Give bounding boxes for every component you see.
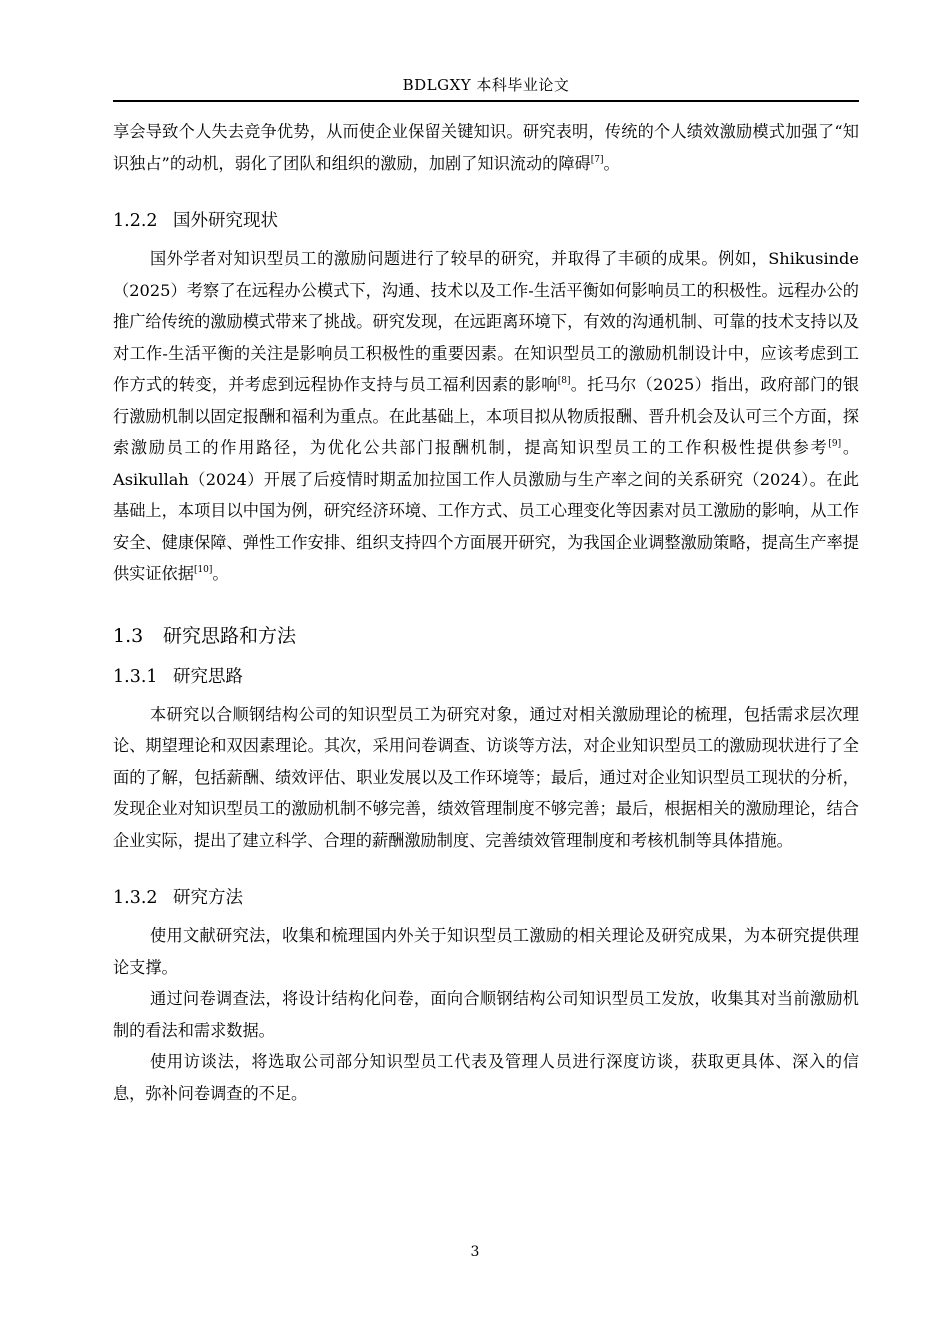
heading-1-3 bbox=[113, 622, 859, 650]
running-header: BDLGXY 本科毕业论文 bbox=[402, 76, 570, 94]
paragraph-end: 。 bbox=[212, 564, 229, 583]
heading-number: 1.3.2 bbox=[113, 888, 158, 908]
paragraph-text: 。托马尔（2025）指出，政府部门的银行激励机制以固定报酬和福利为重点。在此基础上，本项目拟从物质报酬、晋升机会及认可三个方面，探索激励员工的作用路径，为优化公共部门报酬机制，提高知识型员工的工作积极性提供参考 bbox=[113, 375, 860, 457]
header-rule bbox=[113, 100, 859, 102]
paragraph-method-questionnaire: 通过问卷调查法，将设计结构化问卷，面向合顺钢结构公司知识型员工发放，收集其对当前激励机制的看法和需求数据。 bbox=[113, 989, 859, 1040]
heading-1-3-2 bbox=[113, 885, 859, 911]
page-number: 3 bbox=[470, 1244, 480, 1260]
paragraph-method-literature: 使用文献研究法，收集和梳理国内外关于知识型员工激励的相关理论及研究成果，为本研究提供理论支撑。 bbox=[113, 926, 859, 977]
paragraph-intro-continued bbox=[113, 116, 859, 179]
heading-number: 1.2.2 bbox=[113, 211, 158, 231]
paragraph-end: 。 bbox=[603, 153, 620, 173]
paragraph-method-interview: 使用访谈法，将选取公司部分知识型员工代表及管理人员进行深度访谈，获取更具体、深入的信息，弥补问卷调查的不足。 bbox=[113, 1052, 859, 1103]
citation-ref: [7] bbox=[590, 154, 604, 165]
citation-ref: [10] bbox=[193, 565, 213, 575]
heading-1-2-2 bbox=[113, 208, 859, 234]
heading-title: 研究思路 bbox=[173, 666, 243, 687]
page-content bbox=[113, 116, 859, 1109]
heading-title: 研究方法 bbox=[173, 888, 243, 908]
heading-title: 国外研究现状 bbox=[173, 211, 278, 231]
paragraph-text: 国外学者对知识型员工的激励问题进行了较早的研究，并取得了丰硕的成果。例如，Shikusinde（2025）考察了在远程办公模式下，沟通、技术以及工作-生活平衡如何影响员工的积极性。远程办公的推广给传统的激励模式带来了挑战。研究发现，在远距离环境下，有效的沟通机制、可靠的技术支持以及对工作-生活平衡的关注是影响员工积极性的重要因素。在知识型员工的激励机制设计中，应该考虑到工作方式的转变，并考虑到远程协作支持与员工福利因素的影响 bbox=[113, 249, 859, 394]
heading-1-3-1 bbox=[113, 664, 859, 690]
citation-ref: [8] bbox=[557, 376, 571, 386]
paragraph-text: 享会导致个人失去竞争优势，从而使企业保留关键知识。研究表明，传统的个人绩效激励模式加强了“知识独占”的动机，弱化了团队和组织的激励，加剧了知识流动的障碍 bbox=[113, 122, 859, 173]
heading-title: 研究思路和方法 bbox=[163, 624, 297, 647]
paragraph-text: 。Asikullah（2024）开展了后疫情时期孟加拉国工作人员激励与生产率之间的关系研究（2024）。在此基础上，本项目以中国为例，研究经济环境、工作方式、员工心理变化等因素对员工激励的影响，从工作安全、健康保障、弹性工作安排、组织支持四个方面展开研究，为我国企业调整激励策略，提高生产率提供实证依据 bbox=[113, 438, 860, 583]
heading-number: 1.3.1 bbox=[113, 666, 158, 687]
paragraph-research-approach: 本研究以合顺钢结构公司的知识型员工为研究对象，通过对相关激励理论的梳理，包括需求层次理论、期望理论和双因素理论。其次，采用问卷调查、访谈等方法，对企业知识型员工的激励现状进行了全面的了解，包括薪酬、绩效评估、职业发展以及工作环境等；最后，通过对企业知识型员工现状的分析，发现企业对知识型员工的激励机制不够完善，绩效管理制度不够完善；最后，根据相关的激励理论，结合企业实际，提出了建立科学、合理的薪酬激励制度、完善绩效管理制度和考核机制等具体措施。 bbox=[113, 704, 859, 850]
citation-ref: [9] bbox=[828, 439, 842, 449]
paragraph-foreign-research bbox=[113, 243, 859, 590]
heading-number: 1.3 bbox=[113, 624, 144, 647]
